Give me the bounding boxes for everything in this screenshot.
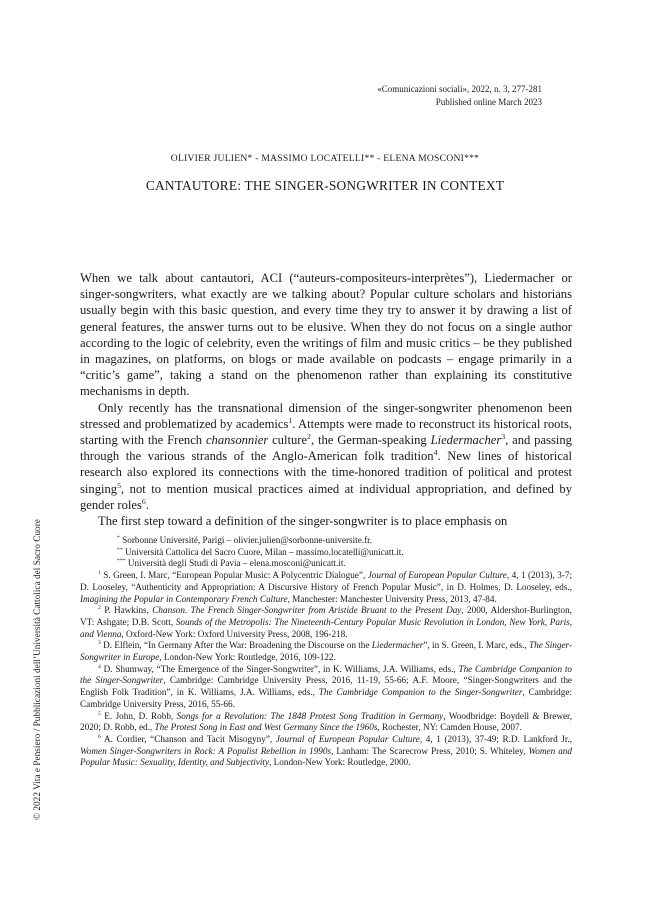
paragraph-2: Only recently has the transnational dimension of the singer-songwriter phenomenon been stressed and problematized by academics$^1$. Attempts were made to reconstruct its historical roots, starting with the French chansonnier culture$^2$, the German-speaking Liedermacher$^3$, and passing through the various strands of the Anglo-American folk tradition$^4$. New lines of historical research also explored its connections with the time-honored tradition of political and protest singing$^5$, not to mention musical practices aimed at individual appropriation, and defined by gender roles$^6$. (80, 400, 572, 512)
footnote-6: $^6$ A. Cordier, “Chanson and Tacit Misogyny”, Journal of European Popular Culture, 4, 1 (2013), 37-49; R.D. Lankford Jr., Women Singer-Songwriters in Rock: A Populist Rebellion in 1990s, Lanham: The Scarecrow Press, 2010; S. Whiteley, Women and Popular Music: Sexuality, Identity, and Subjectivity, London-New York: Routledge, 2000. (80, 733, 573, 768)
footnote-ref-4[interactable]: 4 (433, 448, 438, 458)
journal-citation: «Comunicazioni sociali», 2022, n. 3, 277-281 (377, 84, 542, 94)
footnote-ref-3[interactable]: 3 (501, 431, 506, 441)
affiliation-2: ** Università Cattolica del Sacro Cuore, Milan – massimo.locatelli@unicatt.it. (117, 546, 404, 557)
footnote-1: $^1$ S. Green, I. Marc, “European Popular Music: A Polycentric Dialogue”, Journal of European Popular Culture, 4, 1 (2013), 3-7; D. Looseley, “Authenticity and Appropriation: A Discursive History of French Popular Music”, in D. Holmes, D. Looseley, eds., Imagining the Popular in Contemporary French Culture, Manchester: Manchester University Press, 2013, 47-84. (80, 570, 572, 604)
footnote-ref-2[interactable]: 2 (307, 431, 311, 441)
footnote-3: $^3$ D. Elflein, “In Germany After the War: Broadening the Discourse on the Liedermacher”, in S. Green, I. Marc, eds., The Singer-Songwriter in Europe, London-New York: Routledge, 2016, 109-122. (80, 640, 572, 663)
footnotes (80, 535, 572, 769)
article-body (80, 270, 572, 529)
journal-header (377, 83, 542, 109)
copyright-sidebar: © 2022 Vita e Pensiero / Pubblicazioni dell’Università Cattolica del Sacro Cuore (33, 519, 43, 820)
footnote-ref-1[interactable]: 1 (288, 415, 293, 425)
footnote-5: $^5$ E. John, D. Robb, Songs for a Revolution: The 1848 Protest Song Tradition in Germany, Woodbridge: Boydell & Brewer, 2020; D. Robb, ed., The Protest Song in East and West Germany Since the 1960s, Rochester, NY: Camden House, 2007. (80, 710, 573, 733)
footnote-4: $^4$ D. Shumway, “The Emergence of the Singer-Songwriter”, in K. Williams, J.A. Williams, eds., The Cambridge Companion to the Singer-Songwriter, Cambridge: Cambridge University Press, 2016, 11-19, 55-66; A.F. Moore, “Singer-Songwriters and the English Folk Tradition”, in K. Williams, J.A. Williams, eds., The Cambridge Companion to the Singer-Songwriter, Cambridge: Cambridge University Press, 2016, 55-66. (80, 663, 573, 709)
article-title: CANTAUTORE: THE SINGER-SONGWRITER IN CONTEXT (145, 178, 505, 193)
paragraph-1: When we talk about cantautori, ACI (“auteurs-compositeurs-interprètes”), Liedermacher or singer-songwriters, what exactly are we talking about? Popular culture scholars and historians usually begin with this basic question, and every time they try to answer it by drawing a list of general features, the answer turns out to be elusive. When they do not focus on a single author according to the logic of celebrity, even the writings of film and music critics – be they published in magazines, on platforms, on blogs or made available on podcasts – engage primarily in a “critic’s game”, taking a stand on the phenomenon rather than explaining its constitutive mechanisms in depth. (80, 271, 572, 399)
published-date: Published online March 2023 (435, 97, 542, 107)
footnote-ref-5[interactable]: 5 (117, 480, 121, 490)
affiliation-1: * Sorbonne Université, Parigi – olivier.julien@sorbonne-universite.fr. (117, 534, 372, 545)
footnote-2: $^2$ P. Hawkins, Chanson. The French Singer-Songwriter from Aristide Bruant to the Present Day, 2000, Aldershot-Burlington, VT: Ashgate; D.B. Scott, Sounds of the Metropolis: The Nineteenth-Century Popular Music Revolution in London, New York, Paris, and Vienna, Oxford-New York: Oxford University Press, 2008, 196-218. (80, 605, 572, 639)
footnote-ref-6[interactable]: 6 (141, 496, 146, 506)
author-line: OLIVIER JULIEN* - MASSIMO LOCATELLI** - ELENA MOSCONI*** (170, 153, 480, 164)
paragraph-3: The first step toward a definition of the singer-songwriter is to place emphasis on (98, 514, 508, 529)
affiliation-3: *** Università degli Studi di Pavia – elena.mosconi@unicatt.it. (117, 558, 346, 569)
